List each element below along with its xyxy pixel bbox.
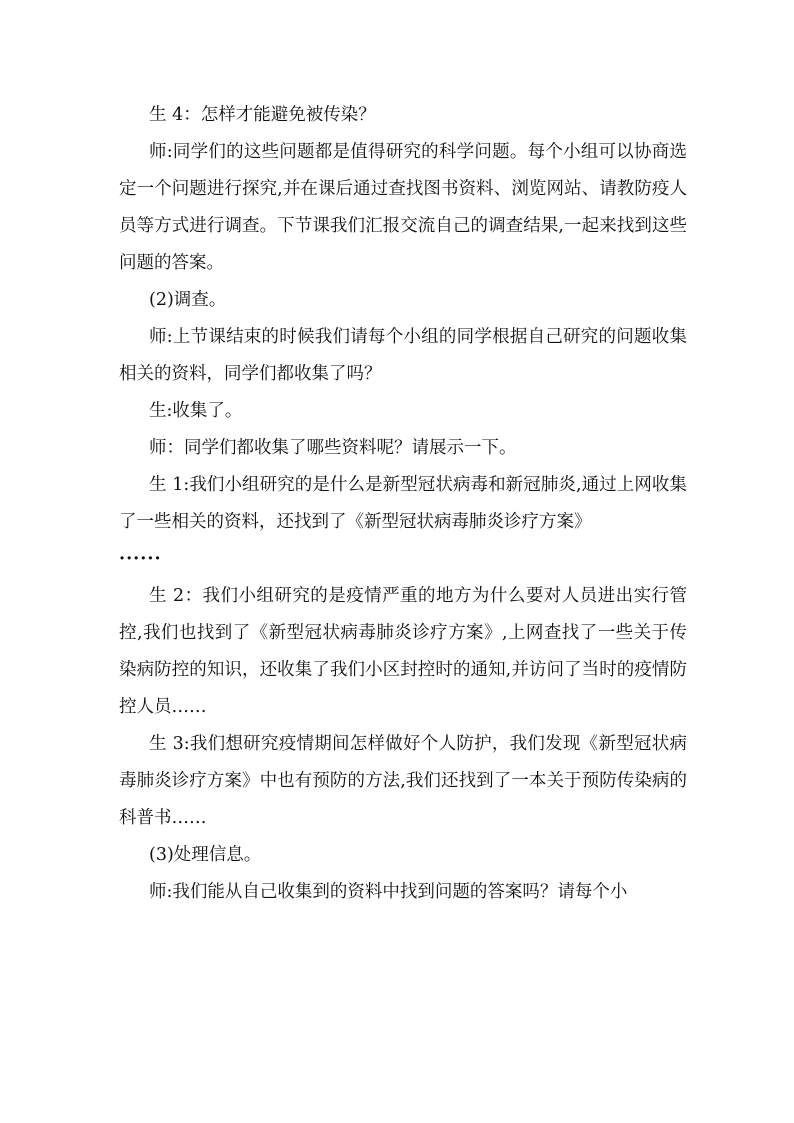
paragraph-section-process: (3)处理信息。 — [149, 845, 262, 865]
document-body — [119, 97, 687, 911]
paragraph-teacher-collect: 师:上节课结束的时候我们请每个小组的同学根据自己研究的问题收集相关的资料，同学们都收集了吗？ — [119, 327, 687, 384]
paragraph-student-collected: 生:收集了。 — [149, 401, 243, 421]
paragraph-section-investigate: (2)调查。 — [149, 290, 227, 310]
paragraph-teacher-research: 师:同学们的这些问题都是值得研究的科学问题。每个小组可以协商选定一个问题进行探究,并在课后通过查找图书资料、浏览网站、请教防疫人员等方式进行调查。下节课我们汇报交流自己的调查结果,一起来找到这些问题的答案。 — [119, 142, 687, 273]
paragraph-teacher-show: 师：同学们都收集了哪些资料呢？请展示一下。 — [149, 438, 517, 458]
paragraph-student1: 生 1:我们小组研究的是什么是新型冠状病毒和新冠肺炎,通过上网收集了一些相关的资料，还找到了《新型冠状病毒肺炎诊疗方案》 — [119, 475, 687, 532]
paragraph-teacher-answer: 师:我们能从自己收集到的资料中找到问题的答案吗？请每个小 — [149, 882, 628, 902]
paragraph-student4-question: 生 4：怎样才能避免被传染？ — [149, 105, 376, 125]
ellipsis-dots: ······ — [119, 549, 162, 569]
paragraph-student2: 生 2：我们小组研究的是疫情严重的地方为什么要对人员进出实行管控,我们也找到了《新型冠状病毒肺炎诊疗方案》,上网查找了一些关于传染病防控的知识，还收集了我们小区封控时的通知,并访问了当时的疫情防控人员…… — [119, 586, 687, 717]
paragraph-student3: 生 3:我们想研究疫情期间怎样做好个人防护，我们发现《新型冠状病毒肺炎诊疗方案》中也有预防的方法,我们还找到了一本关于预防传染病的科普书…… — [119, 734, 687, 828]
